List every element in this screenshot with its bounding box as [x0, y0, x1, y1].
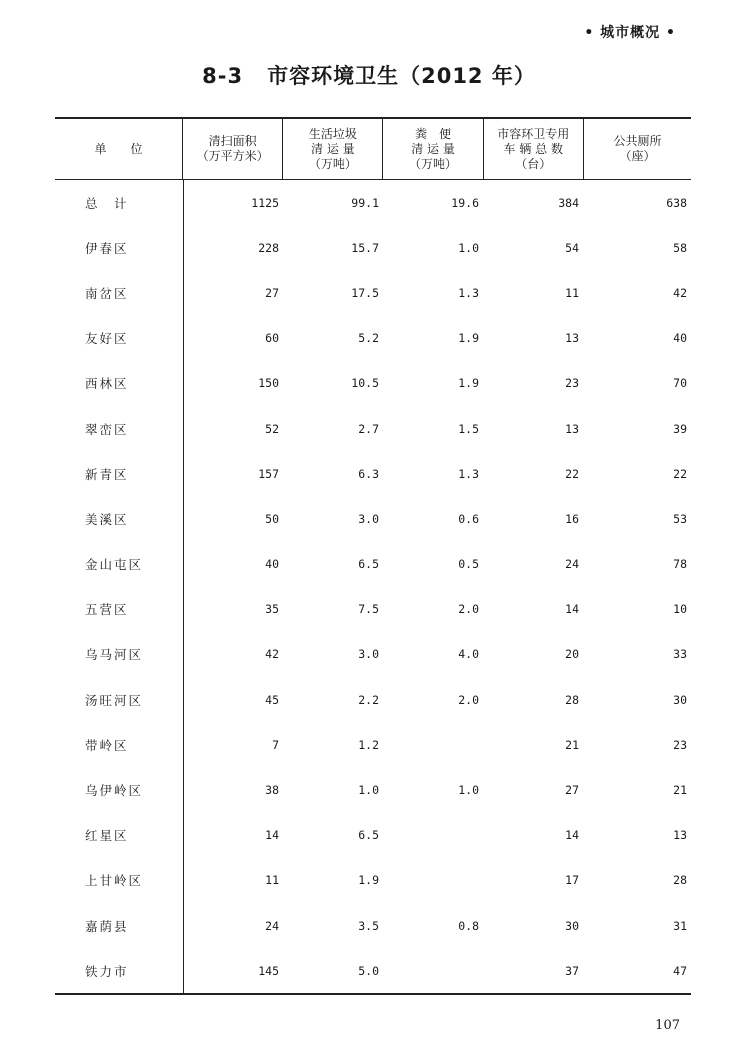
cell-garbage: 2.2	[358, 692, 379, 707]
row-unit-label: 美溪区	[85, 511, 129, 527]
cell-area: 52	[265, 421, 279, 436]
cell-vehicles: 13	[565, 331, 579, 346]
cell-vehicles: 54	[565, 240, 579, 255]
column-header-garbage: 生活垃圾 清 运 量 （万吨）	[282, 119, 382, 179]
cell-toilets: 53	[673, 511, 687, 526]
cell-garbage: 1.2	[358, 737, 379, 752]
cell-vehicles: 21	[565, 737, 579, 752]
row-unit-label: 南岔区	[85, 285, 129, 301]
table-row	[55, 632, 691, 677]
cell-garbage: 5.2	[358, 331, 379, 346]
cell-excrement: 1.0	[458, 783, 479, 798]
cell-garbage: 2.7	[358, 421, 379, 436]
cell-area: 11	[265, 873, 279, 888]
column-header-toilets: 公共厕所 （座）	[583, 119, 691, 179]
cell-garbage: 3.0	[358, 647, 379, 662]
row-unit-label: 红星区	[85, 828, 129, 844]
table-number: 8-3	[202, 64, 244, 88]
cell-toilets: 42	[673, 285, 687, 300]
cell-area: 60	[265, 331, 279, 346]
table-row	[55, 406, 691, 451]
cell-area: 24	[265, 918, 279, 933]
cell-area: 1125	[251, 195, 279, 210]
table-body	[55, 180, 691, 993]
cell-excrement: 4.0	[458, 647, 479, 662]
cell-toilets: 28	[673, 873, 687, 888]
table-row	[55, 180, 691, 225]
row-unit-label: 铁力市	[85, 963, 129, 979]
cell-garbage: 6.5	[358, 557, 379, 572]
cell-toilets: 10	[673, 602, 687, 617]
cell-vehicles: 11	[565, 285, 579, 300]
cell-garbage: 5.0	[358, 963, 379, 978]
cell-garbage: 7.5	[358, 602, 379, 617]
table-row	[55, 948, 691, 993]
cell-excrement: 0.6	[458, 511, 479, 526]
cell-toilets: 78	[673, 557, 687, 572]
cell-toilets: 21	[673, 783, 687, 798]
column-header-unit: 单 位	[94, 141, 143, 156]
cell-vehicles: 27	[565, 783, 579, 798]
column-header-vehicles: 市容环卫专用 车 辆 总 数 （台）	[483, 119, 583, 179]
table-row	[55, 722, 691, 767]
column-header-excrement: 粪 便 清 运 量 （万吨）	[382, 119, 482, 179]
cell-excrement: 2.0	[458, 692, 479, 707]
table-row	[55, 813, 691, 858]
cell-toilets: 47	[673, 963, 687, 978]
cell-excrement: 1.5	[458, 421, 479, 436]
cell-area: 7	[272, 737, 279, 752]
cell-vehicles: 23	[565, 376, 579, 391]
table-row	[55, 225, 691, 270]
table-row	[55, 270, 691, 315]
cell-area: 35	[265, 602, 279, 617]
table-row	[55, 903, 691, 948]
row-unit-label: 汤旺河区	[85, 692, 144, 708]
table-row	[55, 677, 691, 722]
cell-area: 45	[265, 692, 279, 707]
cell-toilets: 31	[673, 918, 687, 933]
cell-area: 150	[258, 376, 279, 391]
row-unit-label: 翠峦区	[85, 421, 129, 437]
cell-area: 42	[265, 647, 279, 662]
cell-area: 145	[258, 963, 279, 978]
row-unit-label: 嘉荫县	[85, 918, 129, 934]
cell-vehicles: 22	[565, 466, 579, 481]
section-tag: • 城市概况 •	[584, 25, 676, 41]
cell-garbage: 10.5	[351, 376, 379, 391]
cell-garbage: 1.0	[358, 783, 379, 798]
cell-excrement: 1.3	[458, 285, 479, 300]
cell-toilets: 638	[666, 195, 687, 210]
row-unit-label: 带岭区	[85, 737, 129, 753]
cell-vehicles: 17	[565, 873, 579, 888]
cell-vehicles: 30	[565, 918, 579, 933]
row-unit-label: 上甘岭区	[85, 873, 144, 889]
cell-area: 14	[265, 828, 279, 843]
cell-garbage: 6.3	[358, 466, 379, 481]
table-row	[55, 451, 691, 496]
table-row	[55, 316, 691, 361]
row-unit-label: 西林区	[85, 376, 129, 392]
cell-toilets: 13	[673, 828, 687, 843]
row-unit-label: 金山屯区	[85, 557, 144, 573]
cell-garbage: 99.1	[351, 195, 379, 210]
cell-garbage: 1.9	[358, 873, 379, 888]
cell-toilets: 40	[673, 331, 687, 346]
cell-vehicles: 20	[565, 647, 579, 662]
cell-excrement: 1.9	[458, 331, 479, 346]
cell-garbage: 17.5	[351, 285, 379, 300]
column-header-area: 清扫面积 （万平方米）	[182, 119, 282, 179]
sanitation-table	[55, 117, 691, 995]
cell-garbage: 3.5	[358, 918, 379, 933]
table-bottom-rule	[55, 993, 691, 995]
cell-toilets: 22	[673, 466, 687, 481]
row-unit-label: 乌马河区	[85, 647, 144, 663]
table-row	[55, 858, 691, 903]
row-unit-label: 乌伊岭区	[85, 783, 144, 799]
cell-excrement: 1.9	[458, 376, 479, 391]
cell-garbage: 3.0	[358, 511, 379, 526]
cell-area: 27	[265, 285, 279, 300]
cell-toilets: 23	[673, 737, 687, 752]
row-unit-label: 五营区	[85, 602, 129, 618]
table-title: 市容环境卫生（2012 年）	[267, 64, 536, 88]
cell-toilets: 58	[673, 240, 687, 255]
cell-toilets: 39	[673, 421, 687, 436]
cell-vehicles: 14	[565, 828, 579, 843]
cell-garbage: 6.5	[358, 828, 379, 843]
table-row	[55, 361, 691, 406]
cell-excrement: 19.6	[451, 195, 479, 210]
cell-excrement: 0.5	[458, 557, 479, 572]
cell-area: 38	[265, 783, 279, 798]
row-unit-label: 新青区	[85, 466, 129, 482]
table-row	[55, 587, 691, 632]
cell-toilets: 33	[673, 647, 687, 662]
cell-vehicles: 28	[565, 692, 579, 707]
page-number: 107	[655, 1018, 680, 1033]
cell-excrement: 1.3	[458, 466, 479, 481]
table-header-row	[55, 119, 691, 180]
cell-vehicles: 384	[558, 195, 579, 210]
cell-vehicles: 24	[565, 557, 579, 572]
cell-excrement: 0.8	[458, 918, 479, 933]
cell-excrement: 2.0	[458, 602, 479, 617]
cell-toilets: 70	[673, 376, 687, 391]
cell-vehicles: 16	[565, 511, 579, 526]
row-unit-label: 友好区	[85, 331, 129, 347]
table-row	[55, 542, 691, 587]
row-unit-label: 总 计	[85, 195, 129, 211]
cell-area: 50	[265, 511, 279, 526]
cell-vehicles: 37	[565, 963, 579, 978]
cell-vehicles: 14	[565, 602, 579, 617]
page-title	[0, 60, 738, 90]
column-divider	[183, 180, 184, 993]
cell-garbage: 15.7	[351, 240, 379, 255]
cell-vehicles: 13	[565, 421, 579, 436]
table-row	[55, 496, 691, 541]
table-row	[55, 767, 691, 812]
cell-area: 157	[258, 466, 279, 481]
row-unit-label: 伊春区	[85, 240, 129, 256]
cell-area: 40	[265, 557, 279, 572]
cell-area: 228	[258, 240, 279, 255]
cell-toilets: 30	[673, 692, 687, 707]
cell-excrement: 1.0	[458, 240, 479, 255]
